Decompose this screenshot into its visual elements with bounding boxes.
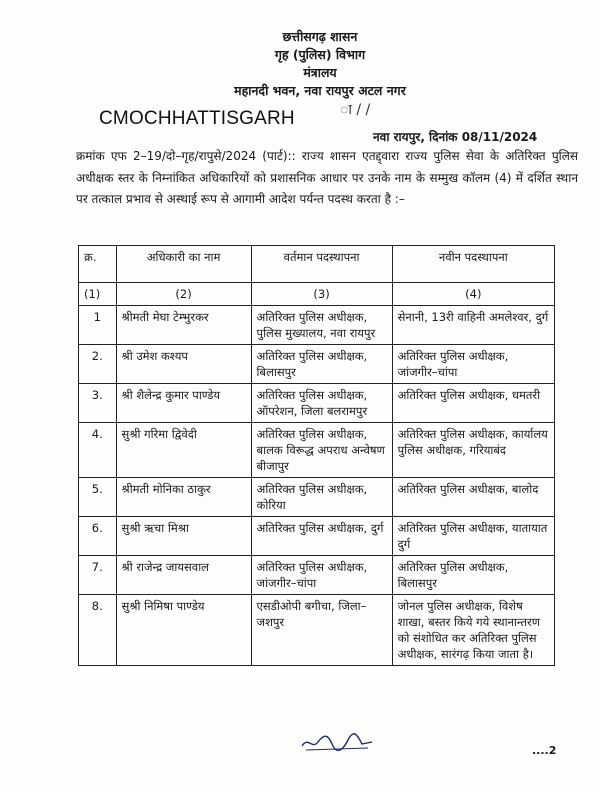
row-serial: 2. (79, 345, 117, 384)
date-line: नवा रायपुर, दिनांक 08/11/2024 (373, 130, 538, 144)
column-number-row (79, 283, 555, 306)
table-row (79, 345, 555, 384)
header-ministry: मंत्रालय (303, 65, 337, 80)
signature-icon (298, 730, 378, 756)
table-row (79, 595, 555, 666)
row-current: एसडीओपी बगीचा, जिला–जशपुर (251, 595, 392, 666)
table-row (79, 384, 555, 423)
row-current: अतिरिक्त पुलिस अधीक्षक, ऑपरेशन, जिला बलरामपुर (251, 384, 392, 423)
row-name: सुश्री गरिमा द्विवेदी (116, 423, 251, 478)
table-row (79, 306, 555, 345)
row-serial: 5. (79, 478, 117, 517)
table-row (79, 517, 555, 556)
row-new: सेनानी, 13री वाहिनी अमलेश्वर, दुर्ग (392, 306, 554, 345)
colnum-3: (3) (251, 283, 392, 306)
row-current: अतिरिक्त पुलिस अधीक्षक, दुर्ग (251, 517, 392, 556)
header-officer-name: अधिकारी का नाम (116, 246, 251, 283)
row-current: अतिरिक्त पुलिस अधीक्षक, जांजगीर–चांपा (251, 556, 392, 595)
row-serial: 4. (79, 423, 117, 478)
row-serial: 8. (79, 595, 117, 666)
row-new: अतिरिक्त पुलिस अधीक्षक, बालोद (392, 478, 554, 517)
row-new: अतिरिक्त पुलिस अधीक्षक, यातायात दुर्ग (392, 517, 554, 556)
row-new: जोनल पुलिस अधीक्षक, विशेष शाखा, बस्तर किये गये स्थानान्तरण को संशोधित कर अतिरिक्त पुलिस अधीक्षक, सारंगढ़ किया जाता है। (392, 595, 554, 666)
row-name: श्रीमती मेघा टेम्भुरकर (116, 306, 251, 345)
row-current: अतिरिक्त पुलिस अधीक्षक, कोरिया (251, 478, 392, 517)
row-serial: 1 (79, 306, 117, 345)
header-serial: क्र. (79, 246, 117, 283)
order-paragraph: क्रमांक एफ 2–19/दो–गृह/रापुसे/2024 (पार्ट):: राज्य शासन एतद्द्वारा राज्य पुलिस सेवा के अतिरिक्त पुलिस अधीक्षक स्तर के निम्नांकित अधिकारियों को प्रशासनिक आधार पर उनके नाम के सम्मुख कॉलम (4) में दर्शित स्थान पर तत्काल प्रभाव से अस्थाई रूप से आगामी आदेश पर्यन्त पदस्थ करता है :– (76, 149, 578, 206)
row-new: अतिरिक्त पुलिस अधीक्षक, बिलासपुर (392, 556, 554, 595)
row-name: श्री राजेन्द्र जायसवाल (116, 556, 251, 595)
colnum-1: (1) (79, 283, 117, 306)
header-department: गृह (पुलिस) विभाग (274, 47, 366, 62)
row-serial: 6. (79, 517, 117, 556)
row-new: अतिरिक्त पुलिस अधीक्षक, धमतरी (392, 384, 554, 423)
row-new: अतिरिक्त पुलिस अधीक्षक, कार्यालय पुलिस अधीक्षक, गरियाबंद (392, 423, 554, 478)
row-name: श्री शैलेन्द्र कुमार पाण्डेय (116, 384, 251, 423)
header-govt: छत्तीसगढ़ शासन (282, 29, 358, 44)
row-current: अतिरिक्त पुलिस अधीक्षक, पुलिस मुख्यालय, नवा रायपुर (251, 306, 392, 345)
header-current-posting: वर्तमान पदस्थापना (251, 246, 392, 283)
colnum-4: (4) (392, 283, 554, 306)
colnum-2: (2) (116, 283, 251, 306)
table-row (79, 478, 555, 517)
page-number: ....2 (532, 744, 557, 757)
row-serial: 3. (79, 384, 117, 423)
row-name: श्री उमेश कश्यप (116, 345, 251, 384)
handwritten-marks: ा / / (340, 102, 371, 118)
cmo-stamp: CMOCHHATTISGARH (99, 108, 295, 129)
row-name: श्रीमती मोनिका ठाकुर (116, 478, 251, 517)
table-row (79, 423, 555, 478)
header-new-posting: नवीन पदस्थापना (392, 246, 554, 283)
table-row (79, 556, 555, 595)
posting-table (78, 245, 555, 666)
row-name: सुश्री निमिषा पाण्डेय (116, 595, 251, 666)
row-serial: 7. (79, 556, 117, 595)
row-new: अतिरिक्त पुलिस अधीक्षक, जांजगीर–चांपा (392, 345, 554, 384)
table-header-row (79, 246, 555, 283)
header-address: महानदी भवन, नवा रायपुर अटल नगर (234, 83, 406, 98)
row-name: सुश्री ऋचा मिश्रा (116, 517, 251, 556)
row-current: अतिरिक्त पुलिस अधीक्षक, बिलासपुर (251, 345, 392, 384)
row-current: अतिरिक्त पुलिस अधीक्षक, बालक विरूद्ध अपराध अन्वेषण बीजापुर (251, 423, 392, 478)
